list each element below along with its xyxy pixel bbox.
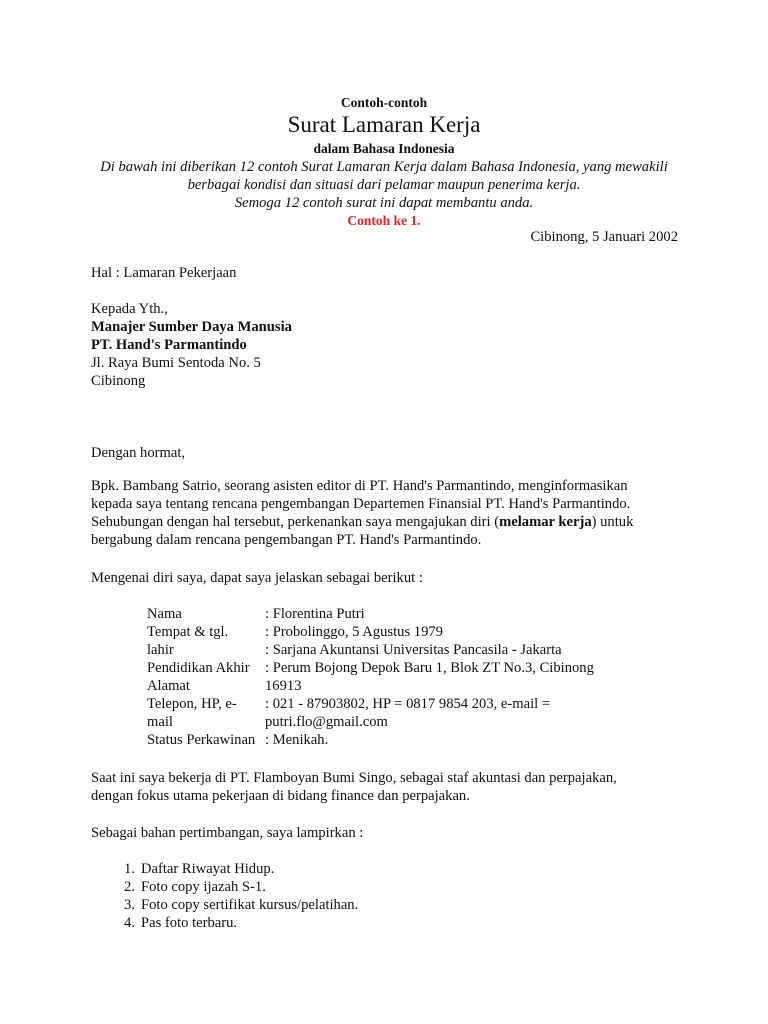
salutation: Dengan hormat, (91, 445, 186, 461)
intro-line: Di bawah ini diberikan 12 contoh Surat Lamaran Kerja dalam Bahasa Indonesia, yang mewakili (100, 159, 668, 175)
paragraph-line: Bpk. Bambang Satrio, seorang asisten editor di PT. Hand's Parmantindo, menginformasikan (91, 478, 628, 494)
paragraph-line: dengan fokus utama pekerjaan di bidang finance dan perpajakan. (91, 788, 470, 804)
list-number: 4. (124, 915, 135, 931)
paragraph-1 (91, 477, 711, 549)
table-row (147, 713, 595, 731)
attachments-list (113, 860, 358, 932)
detail-value: : 021 - 87903802, HP = 0817 9854 203, e-mail = (265, 696, 551, 712)
paragraph-line: kepada saya tentang rencana pengembangan Departemen Finansial PT. Hand's Parmantindo. (91, 496, 631, 512)
bold-text: melamar kerja (499, 514, 592, 530)
detail-label: Tempat & tgl. (147, 624, 229, 640)
list-item (113, 896, 358, 914)
detail-value: putri.flo@gmail.com (265, 714, 388, 730)
list-text: Foto copy sertifikat kursus/pelatihan. (141, 897, 359, 913)
detail-label: Nama (147, 606, 182, 622)
recipient-city: Cibinong (91, 373, 146, 389)
table-row (147, 659, 595, 677)
recipient-block (91, 300, 691, 390)
list-item (113, 878, 358, 896)
list-item (113, 860, 358, 878)
detail-value: : Menikah. (265, 732, 329, 748)
table-row (147, 623, 595, 641)
paragraph-2 (91, 769, 711, 805)
intro-line: Semoga 12 contoh surat ini dapat membantu anda. (234, 195, 534, 211)
recipient-position: Manajer Sumber Daya Manusia (91, 319, 292, 335)
paragraph-line (91, 513, 711, 531)
detail-label: Status Perkawinan (147, 732, 256, 748)
list-number: 3. (124, 897, 135, 913)
detail-label: lahir (147, 642, 174, 658)
recipient-company: PT. Hand's Parmantindo (91, 337, 247, 353)
table-row (147, 641, 595, 659)
detail-value: : Sarjana Akuntansi Universitas Pancasila - Jakarta (265, 642, 562, 658)
detail-label: mail (147, 714, 173, 730)
list-text: Daftar Riwayat Hidup. (141, 861, 275, 877)
list-number: 1. (124, 861, 135, 877)
paragraph-line: Saat ini saya bekerja di PT. Flamboyan Bumi Singo, sebagai staf akuntasi dan perpajakan, (91, 770, 617, 786)
attachments-intro: Sebagai bahan pertimbangan, saya lampirkan : (91, 825, 364, 841)
doc-main-title: Surat Lamaran Kerja (287, 112, 481, 137)
doc-sub-title: dalam Bahasa Indonesia (313, 141, 455, 156)
table-row (147, 677, 595, 695)
intro-line: berbagai kondisi dan situasi dari pelamar maupun penerima kerja. (187, 177, 581, 193)
detail-label: Telepon, HP, e- (147, 696, 237, 712)
table-row (147, 605, 595, 623)
list-text: Pas foto terbaru. (141, 915, 238, 931)
detail-value: : Perum Bojong Depok Baru 1, Blok ZT No.3, Cibinong (265, 660, 594, 676)
paragraph-line: bergabung dalam rencana pengembangan PT. Hand's Parmantindo. (91, 532, 482, 548)
table-row (147, 695, 595, 713)
personal-details-table (147, 605, 595, 749)
list-item (113, 914, 358, 932)
doc-small-title: Contoh-contoh (340, 95, 428, 110)
details-intro: Mengenai diri saya, dapat saya jelaskan sebagai berikut : (91, 570, 423, 586)
letter-subject: Hal : Lamaran Pekerjaan (91, 265, 237, 281)
list-text: Foto copy ijazah S-1. (141, 879, 266, 895)
example-label: Contoh ke 1. (347, 213, 421, 228)
text-span: Sehubungan dengan hal tersebut, perkenankan saya mengajukan diri ( (91, 514, 500, 530)
letter-date: Cibinong, 5 Januari 2002 (530, 229, 678, 245)
detail-value: 16913 (265, 678, 302, 694)
recipient-street: Jl. Raya Bumi Sentoda No. 5 (91, 355, 261, 371)
intro-paragraph (0, 158, 768, 212)
detail-value: : Probolinggo, 5 Agustus 1979 (265, 624, 443, 640)
detail-value: : Florentina Putri (265, 606, 365, 622)
list-number: 2. (124, 879, 135, 895)
detail-label: Pendidikan Akhir (147, 660, 250, 676)
detail-label: Alamat (147, 678, 190, 694)
recipient-greeting: Kepada Yth., (91, 301, 168, 317)
table-row (147, 731, 595, 749)
text-span: ) untuk (591, 514, 634, 530)
